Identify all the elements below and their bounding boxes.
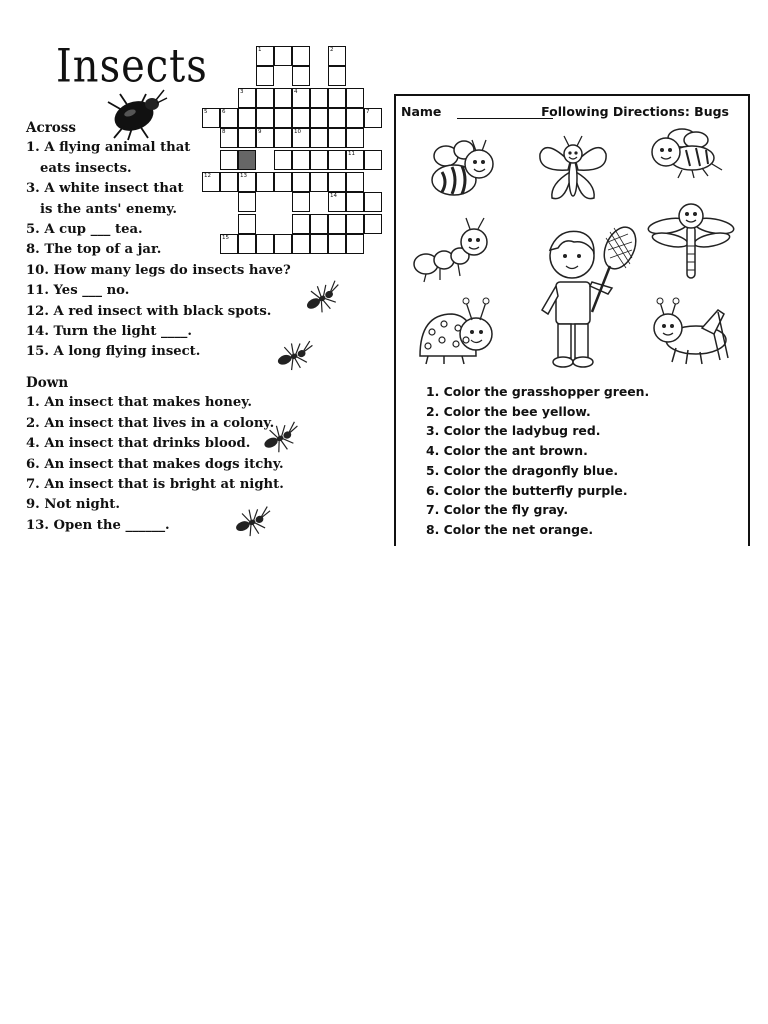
crossword-cell <box>310 214 328 234</box>
crossword-cell <box>364 192 382 212</box>
down-clue: 6. An insect that makes dogs itchy. <box>26 456 284 472</box>
crossword-cell <box>328 66 346 86</box>
crossword-cell <box>346 150 364 170</box>
down-clue: 2. An insect that lives in a colony. <box>26 415 275 431</box>
crossword-cell <box>310 88 328 108</box>
direction-item: 6. Color the butterfly purple. <box>426 482 628 498</box>
crossword-cell <box>328 108 346 128</box>
down-clue: 9. Not night. <box>26 497 120 513</box>
crossword-cell <box>310 108 328 128</box>
across-clues <box>26 118 291 363</box>
crossword-cell <box>292 214 310 234</box>
direction-item: 4. Color the ant brown. <box>426 443 588 459</box>
direction-item: 1. Color the grasshopper green. <box>426 384 650 399</box>
cell-number: 14 <box>330 193 337 199</box>
crossword-cell <box>256 46 274 66</box>
fly-icon <box>642 126 726 180</box>
down-heading: Down <box>26 375 69 391</box>
crossword-cell <box>292 66 310 86</box>
dragonfly-icon <box>646 196 736 282</box>
boy-with-net-icon <box>528 224 638 374</box>
bee-icon <box>424 134 500 204</box>
cell-number: 6 <box>222 109 226 115</box>
cell-number: 3 <box>240 89 244 95</box>
name-label: Name <box>401 104 442 119</box>
across-clue: 10. How many legs do insects have? <box>26 262 291 278</box>
down-clue: 13. Open the ______. <box>26 517 170 533</box>
directions-list <box>426 382 649 540</box>
direction-item: 5. Color the dragonfly blue. <box>426 462 619 478</box>
crossword-cell <box>310 172 328 192</box>
crossword-cell <box>328 128 346 148</box>
crossword-cell <box>364 150 382 170</box>
ant-icon <box>412 214 494 284</box>
crossword-cell <box>292 192 310 212</box>
cell-number: 5 <box>204 109 208 115</box>
crossword-cell <box>346 88 364 108</box>
across-clue: 11. Yes ___ no. <box>26 283 130 299</box>
crossword-cell <box>346 214 364 234</box>
across-clue: 3. A white insect that <box>26 181 184 197</box>
ladybug-icon <box>414 294 500 368</box>
crossword-cell <box>346 234 364 254</box>
crossword-cell <box>346 172 364 192</box>
crossword-cell <box>364 214 382 234</box>
ant-icon <box>300 280 346 316</box>
crossword-cell <box>274 46 292 66</box>
crossword-cell <box>310 234 328 254</box>
ant-icon <box>272 338 318 374</box>
across-clue: 15. A long flying insect. <box>26 344 201 360</box>
across-clue: 12. A red insect with black spots. <box>26 303 272 319</box>
direction-item: 8. Color the net orange. <box>426 521 594 537</box>
down-clue: 4. An insect that drinks blood. <box>26 436 251 452</box>
cell-number: 4 <box>294 89 298 95</box>
across-heading: Across <box>26 120 77 136</box>
down-clue: 1. An insect that makes honey. <box>26 395 252 411</box>
direction-item: 7. Color the fly gray. <box>426 502 569 518</box>
cell-number: 10 <box>294 129 301 135</box>
crossword-cell <box>328 234 346 254</box>
across-clue: 5. A cup ___ tea. <box>26 222 143 238</box>
ant-icon <box>230 504 276 540</box>
ant-icon <box>258 420 304 456</box>
cell-number: 2 <box>330 47 334 53</box>
crossword-cell <box>328 46 346 66</box>
crossword-cell <box>292 88 310 108</box>
across-clue: 1. A flying animal that <box>26 140 191 156</box>
direction-item: 3. Color the ladybug red. <box>426 423 601 439</box>
name-blank <box>457 118 553 119</box>
crossword-cell <box>346 128 364 148</box>
grasshopper-icon <box>648 294 734 370</box>
crossword-cell <box>328 150 346 170</box>
crossword-cell <box>292 108 310 128</box>
across-clue: 14. Turn the light ____. <box>26 324 192 340</box>
crossword-cell <box>274 88 292 108</box>
following-directions-worksheet <box>394 94 750 546</box>
crossword-cell <box>346 192 364 212</box>
crossword-cell <box>328 172 346 192</box>
crossword-cell <box>310 128 328 148</box>
direction-item: 2. Color the bee yellow. <box>426 403 591 419</box>
cell-number: 13 <box>240 173 247 179</box>
down-clue: 7. An insect that is bright at night. <box>26 477 284 493</box>
cell-number: 9 <box>258 129 262 135</box>
across-clue: is the ants' enemy. <box>40 201 178 217</box>
crossword-cell <box>292 234 310 254</box>
crossword-cell <box>238 88 256 108</box>
cell-number: 15 <box>222 235 229 241</box>
crossword-cell <box>256 88 274 108</box>
cell-number: 12 <box>204 173 211 179</box>
crossword-cell <box>292 46 310 66</box>
across-clue: eats insects. <box>40 160 132 176</box>
cell-number: 11 <box>348 151 355 157</box>
crossword-cell <box>310 150 328 170</box>
butterfly-icon <box>536 132 610 212</box>
crossword-cell <box>328 88 346 108</box>
crossword-cell <box>292 128 310 148</box>
cell-number: 1 <box>258 47 262 53</box>
across-clue: 8. The top of a jar. <box>26 242 162 258</box>
crossword-cell <box>346 108 364 128</box>
crossword-cell <box>256 66 274 86</box>
cell-number: 7 <box>366 109 370 115</box>
crossword-cell <box>328 192 346 212</box>
crossword-cell <box>328 214 346 234</box>
crossword-cell <box>292 172 310 192</box>
crossword-worksheet <box>0 0 392 560</box>
worksheet-title: Following Directions: Bugs <box>541 104 729 119</box>
crossword-title: Insects <box>56 40 208 93</box>
crossword-cell <box>364 108 382 128</box>
cell-number: 8 <box>222 129 226 135</box>
crossword-cell <box>292 150 310 170</box>
